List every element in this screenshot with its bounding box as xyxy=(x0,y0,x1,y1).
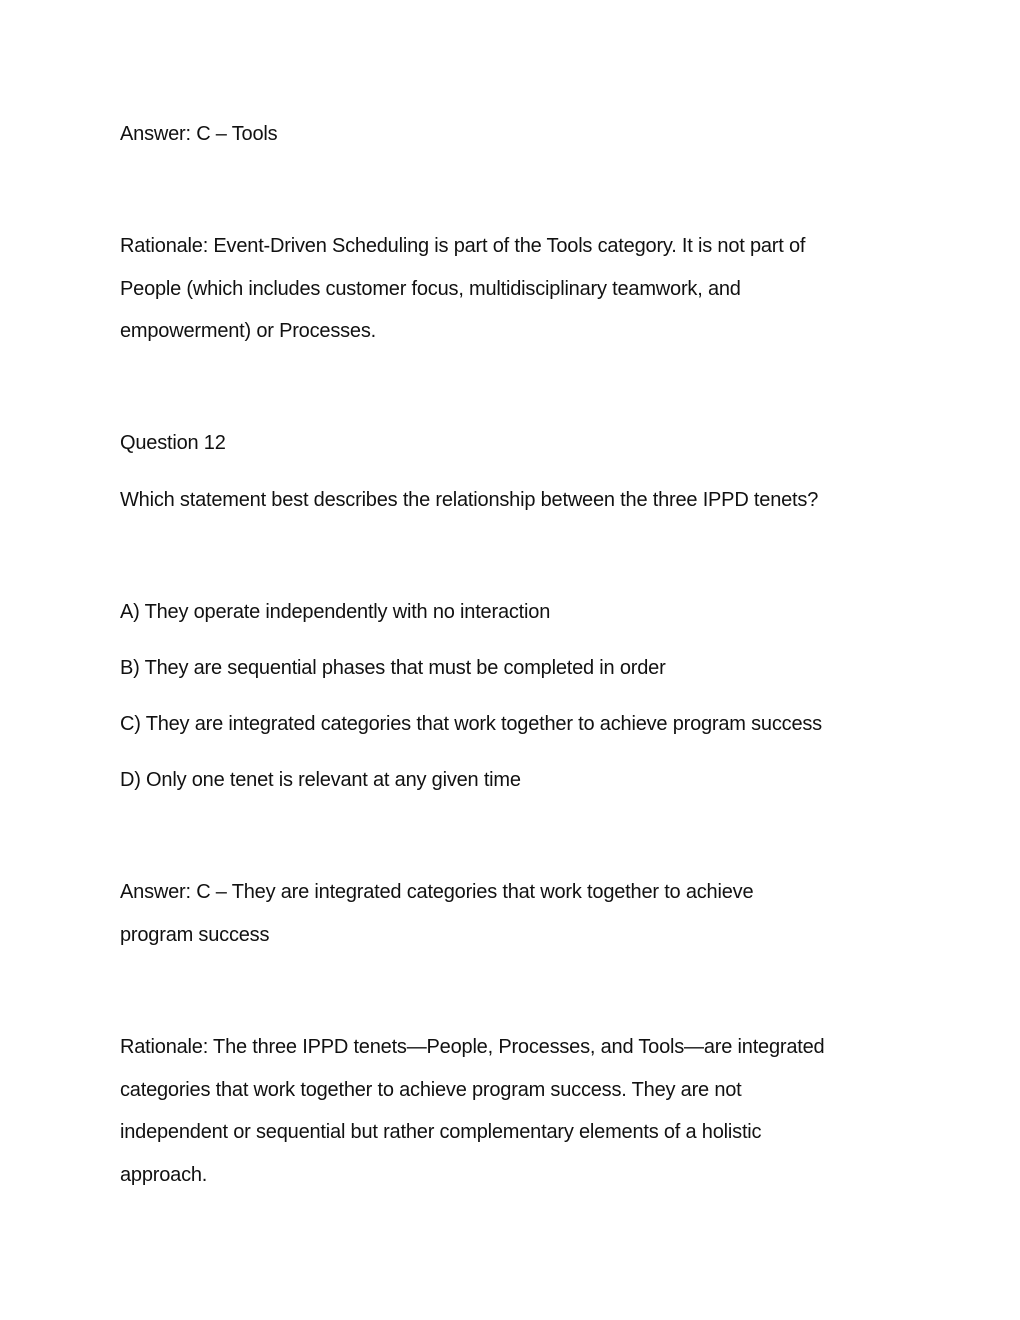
rationale-line: People (which includes customer focus, multidisciplinary teamwork, and xyxy=(120,278,741,300)
rationale-line: Rationale: The three IPPD tenets—People, Processes, and Tools—are integrated xyxy=(120,1036,825,1058)
answer-line: Answer: C – Tools xyxy=(120,123,278,145)
answer-line: Answer: C – They are integrated categories that work together to achieve xyxy=(120,881,754,903)
option-d: D) Only one tenet is relevant at any given time xyxy=(120,769,521,791)
question-title: Question 12 xyxy=(120,432,226,454)
rationale-line: approach. xyxy=(120,1164,208,1186)
option-b: B) They are sequential phases that must be completed in order xyxy=(120,657,666,679)
rationale-line: independent or sequential but rather complementary elements of a holistic xyxy=(120,1121,762,1143)
rationale-line: empowerment) or Processes. xyxy=(120,320,377,342)
question-prompt: Which statement best describes the relationship between the three IPPD tenets? xyxy=(120,489,819,511)
option-a: A) They operate independently with no interaction xyxy=(120,601,551,623)
rationale-line: Rationale: Event-Driven Scheduling is part of the Tools category. It is not part of xyxy=(120,235,806,257)
rationale-line: categories that work together to achieve program success. They are not xyxy=(120,1079,742,1101)
option-c: C) They are integrated categories that work together to achieve program success xyxy=(120,713,822,735)
answer-line: program success xyxy=(120,924,270,946)
